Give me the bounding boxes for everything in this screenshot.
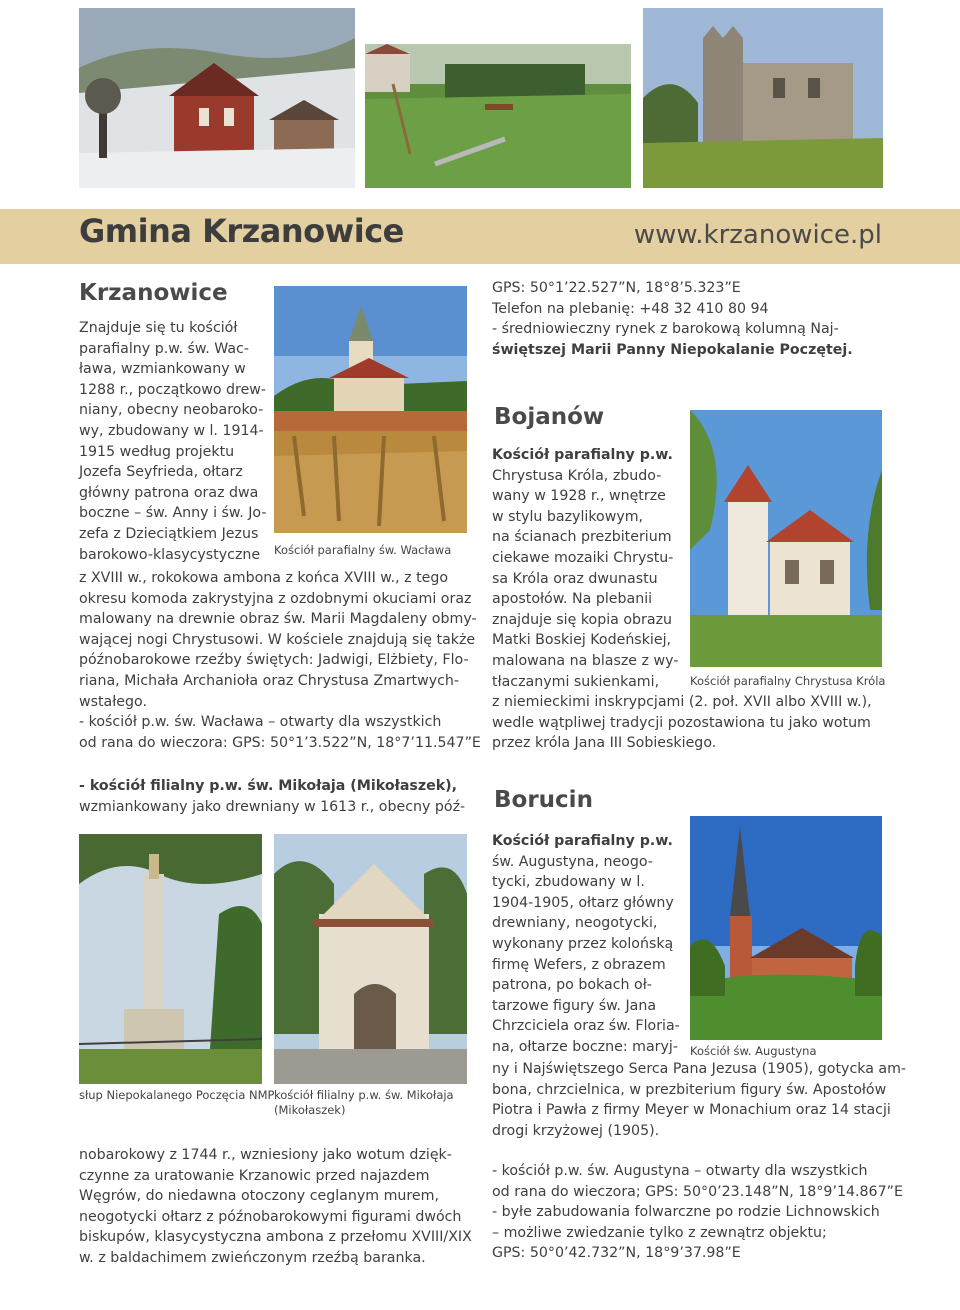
krzanowice-description xyxy=(79,568,481,753)
text-line: Kościół parafialny p.w. xyxy=(492,833,673,849)
text-line: późnobarokowe rzeźby świętych: Jadwigi, Elżbiety, Flo- xyxy=(79,652,469,669)
text-line: – możliwe zwiedzanie tylko z zewnątrz objektu; xyxy=(492,1224,827,1241)
text-line: ny i Najświętszego Serca Pana Jezusa (1905), gotycka am- xyxy=(492,1061,907,1077)
text-line: firmę Wefers, z obrazem xyxy=(492,956,666,973)
page-title: Gmina Krzanowice xyxy=(79,212,404,250)
text-line: nobarokowy z 1744 r., wzniesiony jako wotum dzięk- xyxy=(79,1147,452,1163)
text-line: wającej nogi Chrystusowi. W kościele znajdują się także xyxy=(79,631,476,648)
text-line: - kościół p.w. św. Augustyna – otwarty dla wszystkich xyxy=(492,1163,868,1179)
text-line: z XVIII w., rokokowa ambona z końca XVIII w., z tego xyxy=(79,570,449,586)
text-line: boczne – św. Anny i św. Jo- xyxy=(79,505,267,522)
text-line: tycki, zbudowany w l. xyxy=(492,874,645,891)
text-line: w. z baldachimem zwieńczonym rzeźbą baranka. xyxy=(79,1249,426,1266)
text-line: wstałego. xyxy=(79,693,147,710)
text-line: z niemieckimi inskrypcjami (2. poł. XVII albo XVIII w.), xyxy=(492,694,872,710)
text-line: - byłe zabudowania folwarczne po rodzie Lichnowskich xyxy=(492,1204,880,1221)
bojanow-description xyxy=(492,692,882,754)
krzanowice-filial-continued xyxy=(79,1145,472,1269)
gps-line: GPS: 50°1’22.527”N, 18°8’5.323”E xyxy=(492,280,741,296)
text-line: przez króla Jana III Sobieskiego. xyxy=(492,735,717,752)
website-link[interactable]: www.krzanowice.pl xyxy=(633,220,882,250)
text-line: w stylu bazylikowym, xyxy=(492,508,644,525)
gps-line: od rana do wieczora; GPS: 50°0’23.148”N, 18°9’14.867”E xyxy=(492,1183,903,1200)
krzanowice-filial xyxy=(79,776,467,817)
photo-church-christ-king xyxy=(690,410,882,667)
text-line: główny patrona oraz dwa xyxy=(79,484,259,501)
text-line: parafialny p.w. św. Wac- xyxy=(79,340,249,357)
photo-playground xyxy=(365,44,631,188)
text-line: neogotycki ołtarz z późnobarokowymi figurami dwóch xyxy=(79,1208,462,1225)
bojanow-intro xyxy=(492,445,679,692)
text-line: ława, wzmiankowany w xyxy=(79,361,246,378)
text-line: - kościół filialny p.w. św. Mikołaja (Mikołaszek), xyxy=(79,778,458,794)
text-line: bona, chrzcielnica, w prezbiterium figury św. Apostołów xyxy=(492,1081,887,1098)
text-line: świętszej Marii Panny Niepokalanie Poczętej. xyxy=(492,341,853,358)
phone-line: Telefon na plebanię: +48 32 410 80 94 xyxy=(492,300,769,317)
caption-church-st-waclaw: Kościół parafialny św. Wacława xyxy=(274,543,452,557)
text-line: biskupów, klasycystyczna ambona z przełomu XVIII/XIX xyxy=(79,1229,472,1246)
text-line: riana, Michała Archanioła oraz Chrystusa Zmartwych- xyxy=(79,672,460,689)
text-line: Kościół parafialny p.w. xyxy=(492,447,673,463)
krzanowice-contact xyxy=(492,278,882,360)
section-heading-bojanow: Bojanów xyxy=(494,404,605,430)
section-heading-borucin: Borucin xyxy=(494,787,593,813)
text-line: tłaczanymi sukienkami, xyxy=(492,673,660,690)
text-line: 1915 według projektu xyxy=(79,443,235,460)
text-line: znajduje się kopia obrazu xyxy=(492,611,673,628)
text-line: malowany na drewnie obraz św. Marii Magdaleny obmy- xyxy=(79,611,477,628)
text-line: drewniany, neogotycki, xyxy=(492,915,658,932)
text-line: Węgrów, do niedawna otoczony ceglanym murem, xyxy=(79,1188,439,1205)
borucin-description xyxy=(492,1059,907,1141)
photo-church-st-waclaw xyxy=(274,286,467,533)
photo-church-st-nicholas xyxy=(274,834,467,1084)
caption-church-st-augustine: Kościół św. Augustyna xyxy=(690,1044,817,1058)
text-line: św. Augustyna, neogo- xyxy=(492,853,653,870)
text-line: Piotra i Pawła z firmy Meyer w Monachium oraz 14 stacji xyxy=(492,1102,891,1119)
text-line: 1904-1905, ołtarz główny xyxy=(492,894,674,911)
photo-castle-ruins xyxy=(643,8,883,188)
text-line: drogi krzyżowej (1905). xyxy=(492,1122,660,1139)
text-line: - średniowieczny rynek z barokową kolumną Naj- xyxy=(492,321,839,338)
photo-marian-column xyxy=(79,834,262,1084)
text-line: zefa z Dzieciątkiem Jezus xyxy=(79,525,259,542)
text-line: malowana na blasze z wy- xyxy=(492,652,679,669)
text-line: - kościół p.w. św. Wacława – otwarty dla wszystkich xyxy=(79,714,442,731)
text-line: apostołów. Na plebanii xyxy=(492,591,653,608)
text-line: wykonany przez kolońską xyxy=(492,935,674,952)
text-line: wany w 1928 r., wnętrze xyxy=(492,488,666,505)
photo-winter-church xyxy=(79,8,355,188)
text-line: sa Króla oraz dwunastu xyxy=(492,570,658,587)
section-heading-krzanowice: Krzanowice xyxy=(79,280,228,306)
text-line: od rana do wieczora: GPS: 50°1’3.522”N, 18°7’11.547”E xyxy=(79,734,481,751)
text-line: Jozefa Seyfrieda, ołtarz xyxy=(79,464,243,481)
text-line: czynne za uratowanie Krzanowic przed najazdem xyxy=(79,1167,430,1184)
text-line: niany, obecny neobaroko- xyxy=(79,402,264,419)
caption-marian-column: słup Niepokalanego Poczęcia NMP xyxy=(79,1088,275,1102)
text-line: patrona, po bokach oł- xyxy=(492,977,652,994)
borucin-intro xyxy=(492,831,680,1058)
text-line: na ścianach prezbiterium xyxy=(492,529,672,546)
text-line: Znajduje się tu kościół xyxy=(79,320,238,336)
text-line: barokowo-klasycystyczne xyxy=(79,546,261,563)
text-line: tarzowe figury św. Jana xyxy=(492,997,657,1014)
text-line: okresu komoda zakrystyjna z ozdobnymi okuciami oraz xyxy=(79,590,472,607)
text-line: wedle wątpliwej tradycji pozostawiona tu jako wotum xyxy=(492,714,871,731)
text-line: Chrzciciela oraz św. Floria- xyxy=(492,1018,680,1035)
text-line: ciekawe mozaiki Chrystu- xyxy=(492,549,674,566)
photo-church-st-augustine xyxy=(690,816,882,1040)
caption-church-st-nicholas: kościół filialny p.w. św. Mikołaja (Mikołaszek) xyxy=(274,1088,454,1117)
text-line: wy, zbudowany w l. 1914- xyxy=(79,422,264,439)
gps-line: GPS: 50°0’42.732”N, 18°9’37.98”E xyxy=(492,1245,741,1262)
text-line: Chrystusa Króla, zbudo- xyxy=(492,467,662,484)
caption-church-christ-king: Kościół parafialny Chrystusa Króla xyxy=(690,674,886,688)
borucin-visit-info xyxy=(492,1161,903,1264)
krzanowice-intro xyxy=(79,318,267,565)
text-line: Matki Boskiej Kodeńskiej, xyxy=(492,632,672,649)
text-line: 1288 r., początkowo drew- xyxy=(79,381,267,398)
text-line: na, ołtarze boczne: maryj- xyxy=(492,1038,678,1055)
text-line: wzmiankowany jako drewniany w 1613 r., obecny póź- xyxy=(79,798,466,815)
